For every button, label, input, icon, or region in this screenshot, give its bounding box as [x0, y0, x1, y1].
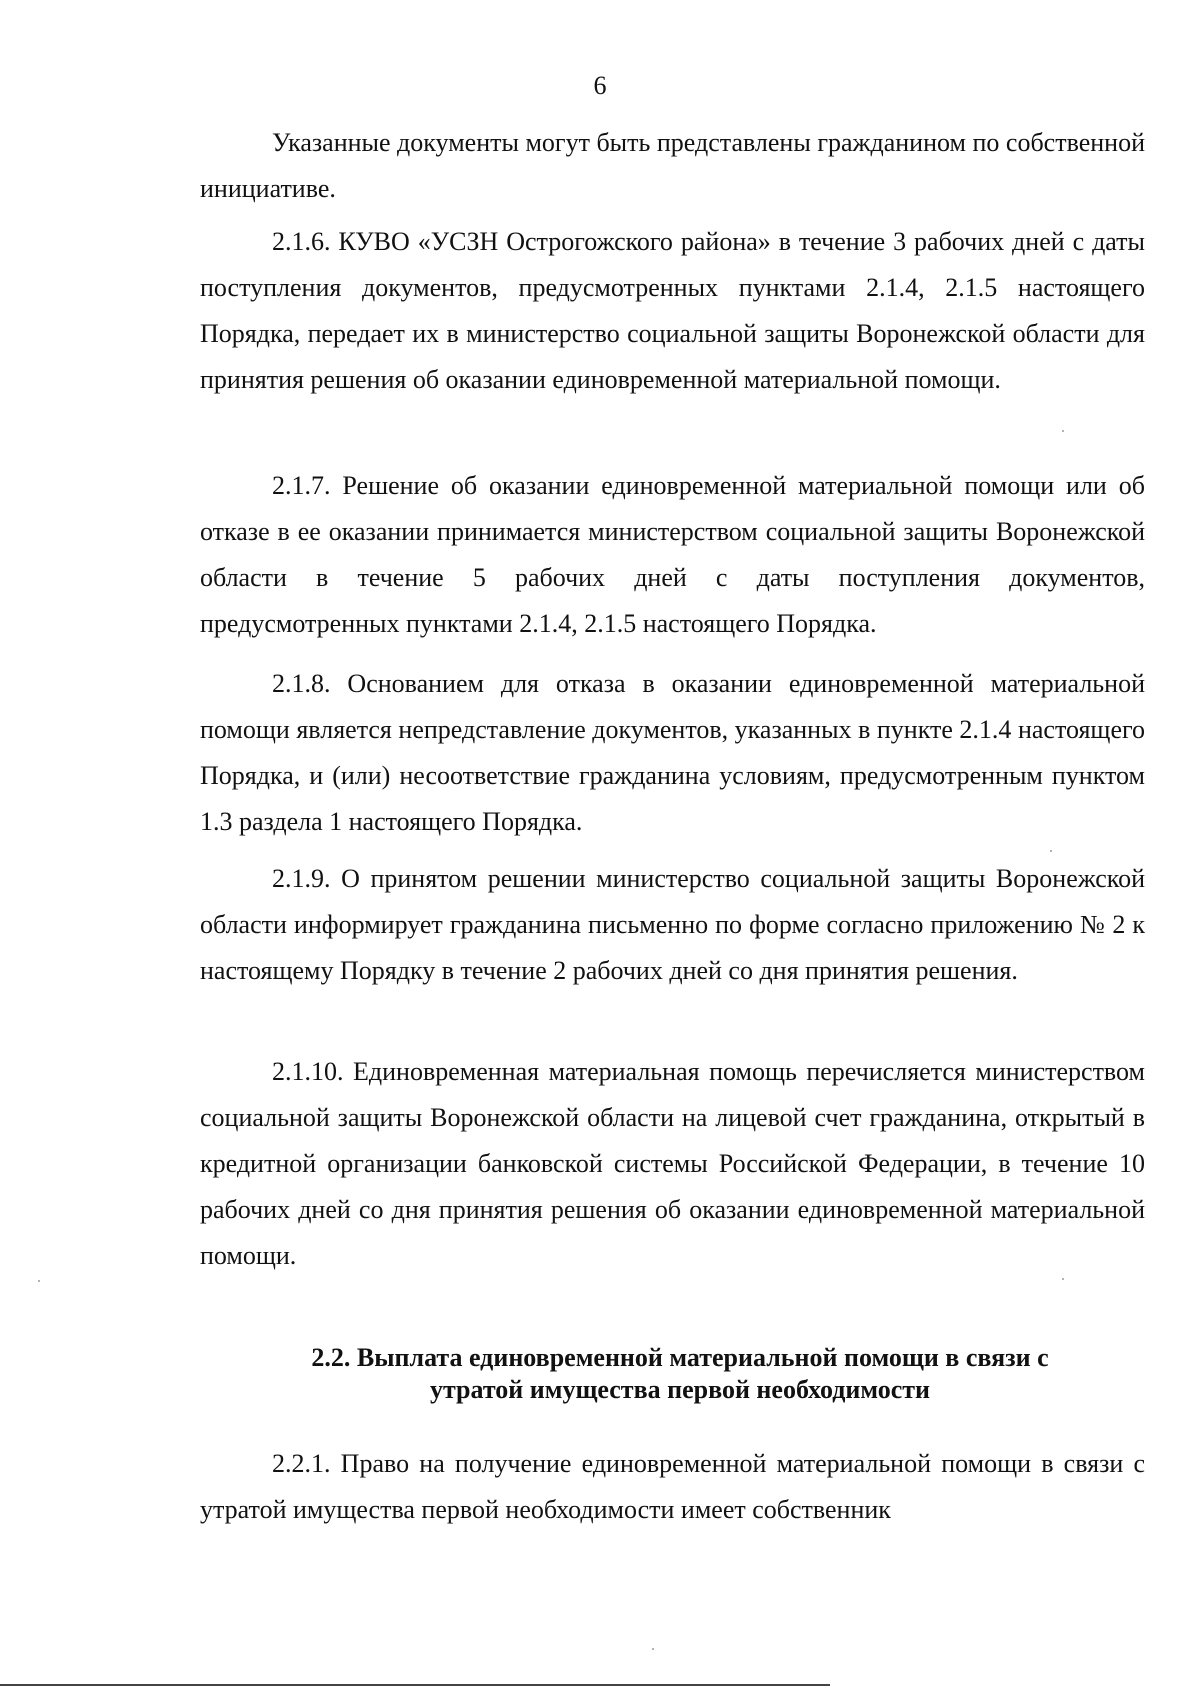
- paragraph-2-1-6: 2.1.6. КУВО «УСЗН Острогожского района» в течение 3 рабочих дней с даты поступления документов, предусмотренных пунктами 2.1.4, 2.1.5 настоящего Порядка, передает их в министерство социальной защиты Воронежской области для принятия решения об оказании единовременной материальной помощи.: [200, 227, 1145, 394]
- page-number: 6: [593, 71, 607, 100]
- scan-speck: [1062, 430, 1064, 432]
- paragraph-documents-initiative: Указанные документы могут быть представлены гражданином по собственной инициативе.: [200, 128, 1145, 203]
- section-heading-2-2: [180, 1342, 1180, 1406]
- scan-speck: [652, 1648, 654, 1650]
- section-heading-line-2: утратой имущества первой необходимости: [429, 1375, 931, 1404]
- scan-speck: [1050, 850, 1052, 852]
- scan-speck: [1062, 1278, 1064, 1280]
- paragraph-2-1-7: 2.1.7. Решение об оказании единовременной материальной помощи или об отказе в ее оказании принимается министерством социальной защиты Воронежской области в течение 5 рабочих дней с даты поступления документов, предусмотренных пунктами 2.1.4, 2.1.5 настоящего Порядка.: [200, 471, 1145, 638]
- section-heading-line-1: 2.2. Выплата единовременной материальной помощи в связи с: [311, 1343, 1049, 1372]
- paragraph-2-2-1: 2.2.1. Право на получение единовременной материальной помощи в связи с утратой имущества первой необходимости имеет собственник: [200, 1449, 1145, 1524]
- paragraph-2-1-10: 2.1.10. Единовременная материальная помощь перечисляется министерством социальной защиты Воронежской области на лицевой счет гражданина, открытый в кредитной организации банковской системы Российской Федерации, в течение 10 рабочих дней со дня принятия решения об оказании единовременной материальной помощи.: [200, 1057, 1145, 1270]
- scan-speck: [38, 1280, 40, 1282]
- paragraph-2-1-8: 2.1.8. Основанием для отказа в оказании единовременной материальной помощи является непредставление документов, указанных в пункте 2.1.4 настоящего Порядка, и (или) несоответствие гражданина условиям, предусмотренным пунктом 1.3 раздела 1 настоящего Порядка.: [200, 669, 1145, 836]
- paragraph-2-1-9: 2.1.9. О принятом решении министерство социальной защиты Воронежской области информирует гражданина письменно по форме согласно приложению № 2 к настоящему Порядку в течение 2 рабочих дней со дня принятия решения.: [200, 864, 1145, 985]
- scan-edge-line: [0, 1684, 830, 1686]
